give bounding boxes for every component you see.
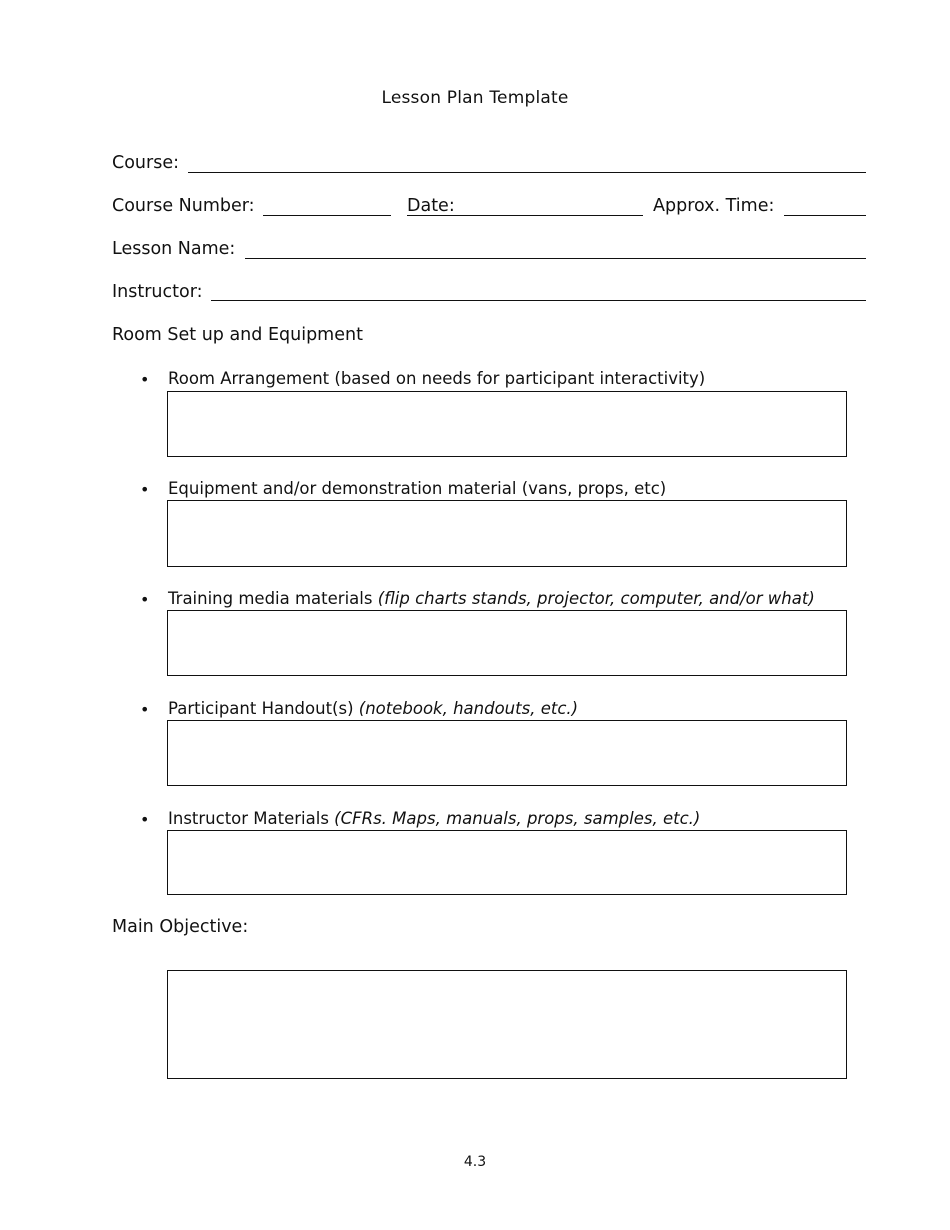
course-number-input-line[interactable] bbox=[263, 215, 391, 216]
instructor-materials-label bbox=[168, 809, 700, 828]
item-note: (notebook, handouts, etc.) bbox=[358, 699, 579, 718]
course-number-label: Course Number: bbox=[112, 196, 255, 216]
main-objective-box[interactable] bbox=[167, 970, 847, 1079]
equipment-box[interactable] bbox=[167, 500, 847, 567]
date-label: Date: bbox=[407, 196, 455, 216]
room-arrangement-box[interactable] bbox=[167, 391, 847, 457]
item-label: Room Arrangement (based on needs for participant interactivity) bbox=[168, 369, 706, 388]
instructor-materials-box[interactable] bbox=[167, 830, 847, 895]
course-label: Course: bbox=[112, 153, 179, 173]
item-note: (flip charts stands, projector, computer, and/or what) bbox=[377, 589, 815, 608]
page-title: Lesson Plan Template bbox=[381, 88, 569, 108]
main-objective-label: Main Objective: bbox=[112, 917, 249, 937]
instructor-input-line[interactable] bbox=[211, 300, 866, 301]
bullet-icon: • bbox=[140, 480, 150, 499]
item-label: Equipment and/or demonstration material (vans, props, etc) bbox=[168, 479, 667, 498]
room-arrangement-label bbox=[168, 369, 705, 388]
participant-handouts-box[interactable] bbox=[167, 720, 847, 786]
equipment-label bbox=[168, 479, 666, 498]
bullet-icon: • bbox=[140, 810, 150, 829]
item-label: Training media materials bbox=[168, 589, 378, 608]
course-input-line[interactable] bbox=[188, 172, 866, 173]
item-note: (CFRs. Maps, manuals, props, samples, etc.) bbox=[334, 809, 701, 828]
training-media-label bbox=[168, 589, 815, 608]
item-label: Instructor Materials bbox=[168, 809, 335, 828]
instructor-label: Instructor: bbox=[112, 282, 203, 302]
bullet-icon: • bbox=[140, 700, 150, 719]
training-media-box[interactable] bbox=[167, 610, 847, 676]
lesson-name-input-line[interactable] bbox=[245, 258, 866, 259]
page-number: 4.3 bbox=[463, 1154, 487, 1170]
participant-handouts-label bbox=[168, 699, 578, 718]
bullet-icon: • bbox=[140, 590, 150, 609]
approx-time-input-line[interactable] bbox=[784, 215, 866, 216]
date-input-line[interactable] bbox=[407, 215, 643, 216]
room-setup-heading: Room Set up and Equipment bbox=[112, 325, 363, 345]
item-label: Participant Handout(s) bbox=[168, 699, 359, 718]
approx-time-label: Approx. Time: bbox=[653, 196, 775, 216]
lesson-name-label: Lesson Name: bbox=[112, 239, 236, 259]
bullet-icon: • bbox=[140, 370, 150, 389]
